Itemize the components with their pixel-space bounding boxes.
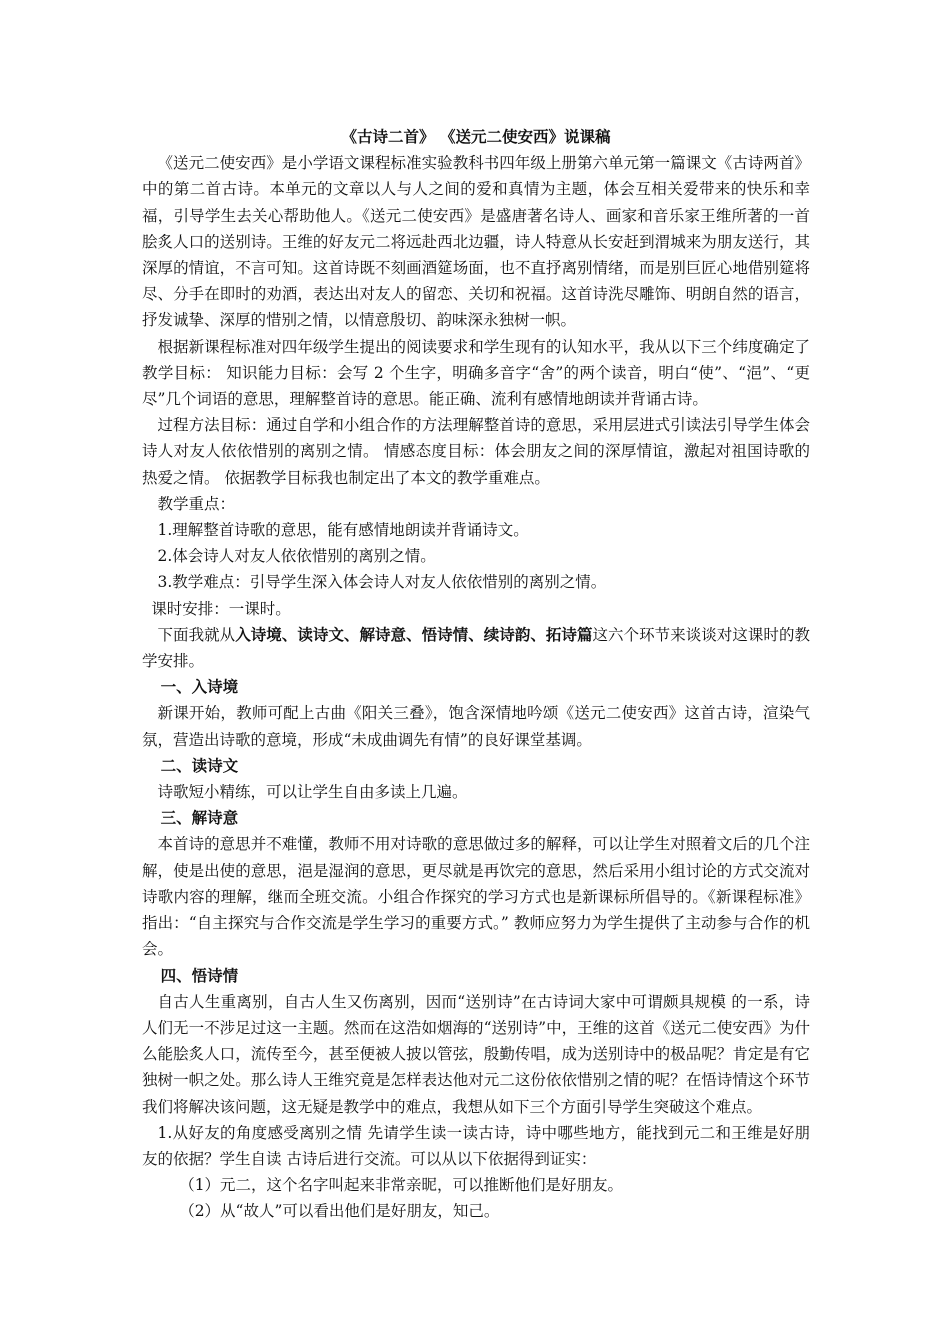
overview-pre: 下面我就从 [157, 625, 236, 644]
section-body-4: 自古人生重离别，自古人生又伤离别，因而“送别诗”在古诗词大家中可谓颇具规模 的一系，诗人们无一不涉足过这一主题。然而在这浩如烟海的“送别诗”中，王维的这首《送元二使安西》为什么能脍炙人口，流传至今，甚至便被人披以管弦，殷勤传唱，成为送别诗中的极品呢？肯定是有它独树一帜之处。那么诗人王维究竟是怎样表达他对元二这份依依惜别之情的呢？在悟诗情这个环节我们将解决该问题，这无疑是教学中的难点，我想从如下三个方面引导学生突破这个难点。 [142, 992, 810, 1116]
focus-item-3: 3.教学难点：引导学生深入体会诗人对友人依依惜别的离别之情。 [157, 573, 607, 592]
focus-item-2: 2.体会诗人对友人依依惜别的离别之情。 [157, 547, 436, 566]
point-1-paragraph: 1.从好友的角度感受离别之情 先请学生读一读古诗，诗中哪些地方，能找到元二和王维是好朋友的依据？学生自读 古诗后进行交流。可以从以下依据得到证实： [142, 1123, 810, 1168]
section-heading-1: 一、入诗境 [160, 677, 239, 697]
section-body-2: 诗歌短小精练，可以让学生自由多读上几遍。 [157, 783, 468, 802]
section-heading-2: 二、读诗文 [160, 755, 239, 775]
section-body-1: 新课开始，教师可配上古曲《阳关三叠》，饱含深情地吟颂《送元二使安西》这首古诗，渲染气氛，营造出诗歌的意境，形成“未成曲调先有情”的良好课堂基调。 [142, 704, 810, 749]
schedule-line: 课时安排：一课时。 [151, 599, 291, 618]
section-heading-3: 三、解诗意 [160, 808, 239, 828]
evidence-item-2: （2）从“故人”可以看出他们是好朋友，知己。 [179, 1202, 500, 1221]
overview-post: 这六个环节来谈谈对这课时的教学安排。 [142, 625, 810, 671]
evidence-item-1: （1）元二，这个名字叫起来非常亲昵，可以推断他们是好朋友。 [179, 1176, 624, 1195]
document-page [142, 124, 810, 1225]
focus-label: 教学重点： [157, 494, 236, 513]
goals-paragraph: 根据新课程标准对四年级学生提出的阅读要求和学生现有的认知水平，我从以下三个纬度确定了教学目标： 知识能力目标：会写 2 个生字，明确多音字“舍”的两个读音，明白“使”、“浥”、“更尽”几个词语的意思，理解整首诗的意思。能正确、流利有感情地朗读并背诵古诗。 [142, 337, 810, 409]
overview-stages: 入诗境、读诗文、解诗意、悟诗情、续诗韵、拓诗篇 [235, 624, 593, 644]
overview-paragraph [142, 622, 810, 674]
intro-paragraph: 《送元二使安西》是小学语文课程标准实验教科书四年级上册第六单元第一篇课文《古诗两首》中的第二首古诗。本单元的文章以人与人之间的爱和真情为主题，体会互相关爱带来的快乐和幸福，引导学生去关心帮助他人。《送元二使安西》是盛唐著名诗人、画家和音乐家王维所著的一首脍炙人口的送别诗。王维的好友元二将远赴西北边疆，诗人特意从长安赶到渭城来为朋友送行，其深厚的情谊，不言可知。这首诗既不刻画酒筵场面，也不直抒离别情绪，而是别巨匠心地借别筵将尽、分手在即时的劝酒，表达出对友人的留恋、关切和祝福。这首诗洗尽雕饰、明朗自然的语言，抒发诚挚、深厚的惜别之情，以情意殷切、韵味深永独树一帜。 [142, 154, 810, 330]
section-heading-4: 四、悟诗情 [160, 965, 239, 985]
process-paragraph: 过程方法目标：通过自学和小组合作的方法理解整首诗的意思，采用层进式引读法引导学生体会诗人对友人依依惜别的离别之情。 情感态度目标：体会朋友之间的深厚情谊，激起对祖国诗歌的热爱之情。 依据教学目标我也制定出了本文的教学重难点。 [142, 416, 810, 487]
document-title: 《古诗二首》 《送元二使安西》说课稿 [341, 127, 611, 146]
focus-item-1: 1.理解整首诗歌的意思，能有感情地朗读并背诵诗文。 [157, 521, 529, 540]
section-body-3: 本首诗的意思并不难懂，教师不用对诗歌的意思做过多的解释，可以让学生对照着文后的几个注解，使是出使的意思，浥是湿润的意思，更尽就是再饮完的意思，然后采用小组讨论的方式交流对诗歌内容的理解，继而全班交流。小组合作探究的学习方式也是新课标所倡导的。《新课程标准》指出：“自主探究与合作交流是学生学习的重要方式。” 教师应努力为学生提供了主动参与合作的机会。 [142, 835, 810, 959]
